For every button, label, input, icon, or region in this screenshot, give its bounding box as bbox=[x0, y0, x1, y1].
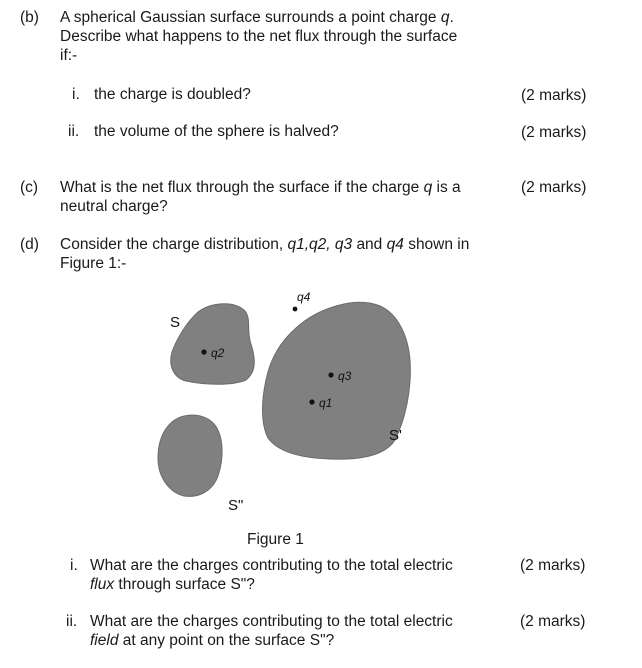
section-b-item-1-marks: (2 marks) bbox=[521, 87, 587, 104]
section-c-text-pre: What is the net flux through the surface if the charge bbox=[60, 179, 424, 196]
section-c-marks: (2 marks) bbox=[521, 179, 587, 196]
section-b-var-q: q bbox=[440, 9, 450, 26]
section-b-line1-end: . bbox=[449, 9, 454, 26]
charge-q4-dot bbox=[293, 307, 298, 312]
section-c-line2: neutral charge? bbox=[60, 198, 168, 215]
subquestion-1-num: i. bbox=[70, 557, 78, 574]
section-b-item-1-num: i. bbox=[72, 86, 80, 103]
surface-s-blob bbox=[171, 304, 255, 384]
section-b-item-2-marks: (2 marks) bbox=[521, 124, 587, 141]
subquestion-2-line1: What are the charges contributing to the total electric bbox=[90, 613, 453, 630]
charge-q3-dot bbox=[328, 372, 333, 377]
charge-q1-label: q1 bbox=[319, 396, 333, 410]
subquestion-1-line2: through surface S"? bbox=[114, 576, 255, 593]
charge-q1-dot bbox=[309, 399, 314, 404]
surface-s-dprime-label: S" bbox=[228, 497, 244, 514]
surface-s-label: S bbox=[170, 314, 181, 331]
section-b-item-2-num: ii. bbox=[68, 123, 80, 140]
charge-q4-label: q4 bbox=[297, 290, 311, 304]
section-d-and: and bbox=[356, 236, 383, 253]
section-b-item-2-text: the volume of the sphere is halved? bbox=[94, 123, 339, 140]
figure-caption: Figure 1 bbox=[247, 531, 304, 548]
subquestion-1-text bbox=[90, 556, 502, 594]
charge-q2-dot bbox=[201, 349, 206, 354]
section-b-line2: Describe what happens to the net flux through the surface bbox=[60, 28, 458, 45]
section-d-q4-inline: q4 bbox=[386, 236, 404, 253]
section-d-line2: Figure 1:- bbox=[60, 255, 127, 272]
subquestion-1-line1: What are the charges contributing to the total electric bbox=[90, 557, 453, 574]
section-b-label: (b) bbox=[20, 9, 39, 26]
section-d-label: (d) bbox=[20, 236, 39, 253]
subquestion-1-flux: flux bbox=[90, 576, 115, 593]
section-b-line1: A spherical Gaussian surface surrounds a point charge bbox=[60, 9, 441, 26]
section-d-charges-inline: q1,q2, q3 bbox=[287, 236, 353, 253]
section-b-line3: if:- bbox=[60, 47, 78, 64]
section-d-text-pre: Consider the charge distribution, bbox=[60, 236, 288, 253]
charge-q2-label: q2 bbox=[211, 346, 225, 360]
subquestion-1-marks: (2 marks) bbox=[520, 557, 586, 574]
subquestion-2-line2: at any point on the surface S"? bbox=[118, 632, 335, 649]
subquestion-2-num: ii. bbox=[66, 613, 78, 630]
charge-q3-label: q3 bbox=[338, 369, 352, 383]
subquestion-2-marks: (2 marks) bbox=[520, 613, 586, 630]
section-b-item-1-text: the charge is doubled? bbox=[94, 86, 251, 103]
section-d-text-post: shown in bbox=[408, 236, 470, 253]
section-c-text-post: is a bbox=[432, 179, 461, 196]
surface-s-dprime-blob bbox=[158, 415, 222, 496]
section-c-var-q: q bbox=[423, 179, 433, 196]
subquestion-2-text bbox=[90, 612, 502, 650]
surface-s-prime-label: S' bbox=[389, 427, 402, 444]
subquestion-2-field: field bbox=[90, 632, 119, 649]
section-c-label: (c) bbox=[20, 179, 39, 196]
